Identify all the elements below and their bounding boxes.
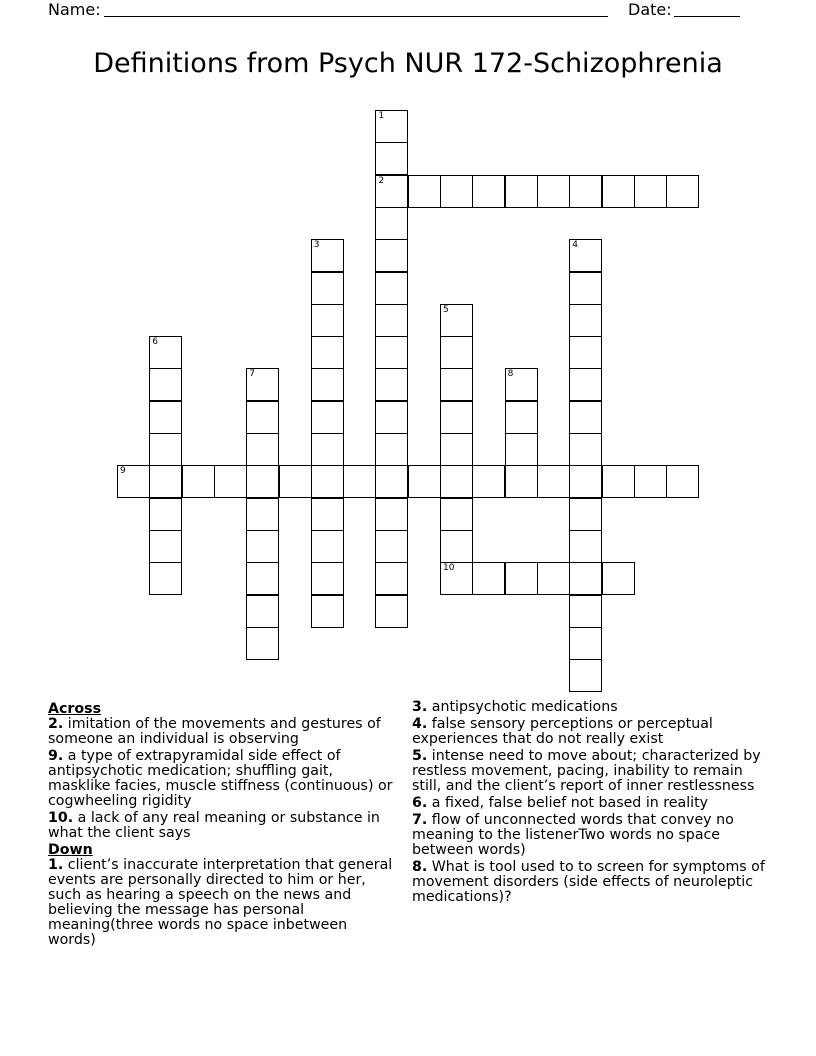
clue-number: 1. — [48, 857, 64, 873]
crossword-cell[interactable] — [537, 175, 570, 208]
down-heading: Down — [48, 842, 93, 858]
crossword-cell[interactable] — [472, 465, 505, 498]
crossword-cell[interactable] — [375, 304, 408, 337]
crossword-cell[interactable] — [569, 498, 602, 531]
crossword-cell[interactable] — [505, 562, 538, 595]
clue-text: a lack of any real meaning or substance in what the client says — [48, 810, 380, 841]
clue-number-label: 8 — [507, 369, 514, 380]
crossword-cell[interactable] — [634, 175, 667, 208]
crossword-cell[interactable] — [440, 530, 473, 563]
crossword-cell[interactable] — [311, 595, 344, 628]
crossword-cell[interactable] — [311, 336, 344, 369]
crossword-cell[interactable] — [408, 465, 441, 498]
crossword-cell[interactable] — [311, 433, 344, 466]
clue-text: imitation of the movements and gestures of someone an individual is observing — [48, 716, 381, 747]
clue-number-label: 4 — [572, 240, 578, 251]
crossword-cell[interactable] — [246, 401, 279, 434]
crossword-cell[interactable] — [569, 595, 602, 628]
date-label: Date: — [628, 0, 672, 19]
crossword-cell[interactable] — [375, 595, 408, 628]
clue-across-9 — [48, 749, 398, 809]
crossword-cell[interactable] — [440, 401, 473, 434]
clue-down-6 — [412, 796, 772, 811]
crossword-cell[interactable] — [246, 498, 279, 531]
crossword-cell[interactable] — [375, 239, 408, 272]
clue-number: 9. — [48, 748, 64, 764]
crossword-cell[interactable] — [311, 465, 344, 498]
clue-number-label: 2 — [378, 175, 385, 186]
crossword-cell[interactable] — [375, 336, 408, 369]
clue-text: false sensory perceptions or perceptual experiences that do not really exist — [412, 716, 713, 747]
clue-text: antipsychotic medications — [431, 699, 618, 715]
clue-down-3 — [412, 700, 772, 715]
crossword-cell[interactable] — [440, 336, 473, 369]
crossword-cell[interactable] — [408, 175, 441, 208]
clue-text: flow of unconnected words that convey no meaning to the listenerTwo words no space between words) — [412, 812, 734, 858]
clue-number: 3. — [412, 699, 428, 715]
clue-number-label: 5 — [443, 304, 449, 315]
clue-number: 5. — [412, 748, 428, 764]
crossword-cell[interactable] — [375, 562, 408, 595]
crossword-cell[interactable] — [569, 304, 602, 337]
clue-text: a fixed, false belief not based in reality — [431, 795, 709, 811]
clue-number-label: 10 — [443, 563, 455, 574]
crossword-cell[interactable] — [569, 627, 602, 660]
clue-number-label: 6 — [152, 337, 159, 348]
clue-number: 6. — [412, 795, 428, 811]
crossword-cell[interactable] — [602, 562, 635, 595]
crossword-cell[interactable] — [311, 530, 344, 563]
crossword-cell[interactable] — [505, 401, 538, 434]
crossword-cell[interactable] — [569, 659, 602, 692]
crossword-cell[interactable] — [440, 498, 473, 531]
crossword-cell[interactable] — [149, 498, 182, 531]
crossword-cell[interactable] — [149, 562, 182, 595]
crossword-cell[interactable] — [569, 239, 602, 272]
crossword-cell[interactable] — [311, 239, 344, 272]
crossword-cell[interactable] — [149, 368, 182, 401]
crossword-cell[interactable] — [666, 175, 699, 208]
crossword-cell[interactable] — [149, 433, 182, 466]
crossword-cell[interactable] — [472, 175, 505, 208]
clue-number: 2. — [48, 716, 64, 732]
clue-number: 8. — [412, 859, 428, 875]
crossword-cell[interactable] — [311, 272, 344, 305]
clue-down-5 — [412, 749, 772, 794]
crossword-cell[interactable] — [311, 368, 344, 401]
crossword-cell[interactable] — [472, 562, 505, 595]
crossword-cell[interactable] — [569, 272, 602, 305]
crossword-cell[interactable] — [214, 465, 247, 498]
crossword-cell[interactable] — [375, 142, 408, 175]
crossword-cell[interactable] — [569, 562, 602, 595]
crossword-cell[interactable] — [569, 336, 602, 369]
clue-down-1 — [48, 858, 398, 948]
clue-text: What is tool used to to screen for symptoms of movement disorders (side effects of neuroleptic medications)? — [412, 859, 765, 905]
crossword-cell[interactable] — [311, 498, 344, 531]
crossword-cell[interactable] — [440, 465, 473, 498]
clue-number: 7. — [412, 812, 428, 828]
crossword-cell[interactable] — [246, 562, 279, 595]
crossword-cell[interactable] — [311, 562, 344, 595]
crossword-cell[interactable] — [569, 368, 602, 401]
crossword-cell[interactable] — [246, 465, 279, 498]
crossword-cell[interactable] — [569, 465, 602, 498]
crossword-cell[interactable] — [375, 401, 408, 434]
crossword-cell[interactable] — [569, 530, 602, 563]
crossword-cell[interactable] — [311, 304, 344, 337]
clue-number-label: 9 — [120, 466, 126, 477]
clue-number-label: 1 — [378, 111, 385, 121]
clue-number-label: 7 — [249, 369, 255, 380]
clue-text: intense need to move about; characterized by restless movement, pacing, inability to remain still, and the client’s report of inner restlessness — [412, 748, 761, 794]
clue-across-2 — [48, 717, 398, 747]
clue-number-label: 3 — [313, 240, 320, 251]
crossword-cell[interactable] — [602, 175, 635, 208]
crossword-cell[interactable] — [375, 207, 408, 240]
crossword-cell[interactable] — [505, 368, 538, 401]
clue-down-7 — [412, 813, 772, 858]
crossword-cell[interactable] — [505, 433, 538, 466]
crossword-cell[interactable] — [537, 562, 570, 595]
crossword-cell[interactable] — [440, 304, 473, 337]
crossword-cell[interactable] — [182, 465, 215, 498]
crossword-cell[interactable] — [375, 465, 408, 498]
crossword-cell[interactable] — [375, 498, 408, 531]
crossword-cell[interactable] — [246, 433, 279, 466]
crossword-cell[interactable] — [537, 465, 570, 498]
crossword-cell[interactable] — [602, 465, 635, 498]
crossword-cell[interactable] — [440, 562, 473, 595]
crossword-cell[interactable] — [246, 627, 279, 660]
crossword-cell[interactable] — [149, 530, 182, 563]
crossword-cell[interactable] — [375, 175, 408, 208]
crossword-cell[interactable] — [505, 175, 538, 208]
clue-number: 10. — [48, 810, 74, 826]
crossword-cell[interactable] — [375, 272, 408, 305]
crossword-cell[interactable] — [149, 465, 182, 498]
crossword-cell[interactable] — [569, 433, 602, 466]
crossword-cell[interactable] — [311, 401, 344, 434]
clue-number: 4. — [412, 716, 428, 732]
crossword-cell[interactable] — [440, 433, 473, 466]
crossword-cell[interactable] — [634, 465, 667, 498]
clue-down-8 — [412, 860, 772, 905]
crossword-cell[interactable] — [505, 465, 538, 498]
crossword-cell[interactable] — [666, 465, 699, 498]
crossword-cell[interactable] — [117, 465, 150, 498]
clue-text: a type of extrapyramidal side effect of antipsychotic medication; shuffling gait, masklike facies, muscle stiffness (continuous) or cogwheeling rigidity — [48, 748, 393, 809]
crossword-cell[interactable] — [246, 530, 279, 563]
name-label: Name: — [48, 0, 101, 19]
clue-across-10 — [48, 811, 398, 841]
clues-column-right — [412, 700, 772, 907]
crossword-cell[interactable] — [569, 401, 602, 434]
page-title: Definitions from Psych NUR 172-Schizophrenia — [93, 48, 723, 79]
crossword-cell[interactable] — [569, 175, 602, 208]
clue-down-4 — [412, 717, 772, 747]
crossword-cell[interactable] — [149, 401, 182, 434]
crossword-cell[interactable] — [343, 465, 376, 498]
clue-text: client’s inaccurate interpretation that general events are personally directed to him or her, such as hearing a speech on the news and believing the message has personal meaning(three words no space inbetween words) — [48, 857, 393, 948]
crossword-cell[interactable] — [375, 110, 408, 143]
crossword-cell[interactable] — [375, 368, 408, 401]
crossword-cell[interactable] — [279, 465, 312, 498]
crossword-cell[interactable] — [375, 433, 408, 466]
crossword-cell[interactable] — [246, 595, 279, 628]
crossword-cell[interactable] — [149, 336, 182, 369]
clues-column-left — [48, 700, 398, 950]
crossword-cell[interactable] — [440, 175, 473, 208]
crossword-cell[interactable] — [440, 368, 473, 401]
across-heading: Across — [48, 701, 102, 717]
crossword-cell[interactable] — [246, 368, 279, 401]
crossword-cell[interactable] — [375, 530, 408, 563]
